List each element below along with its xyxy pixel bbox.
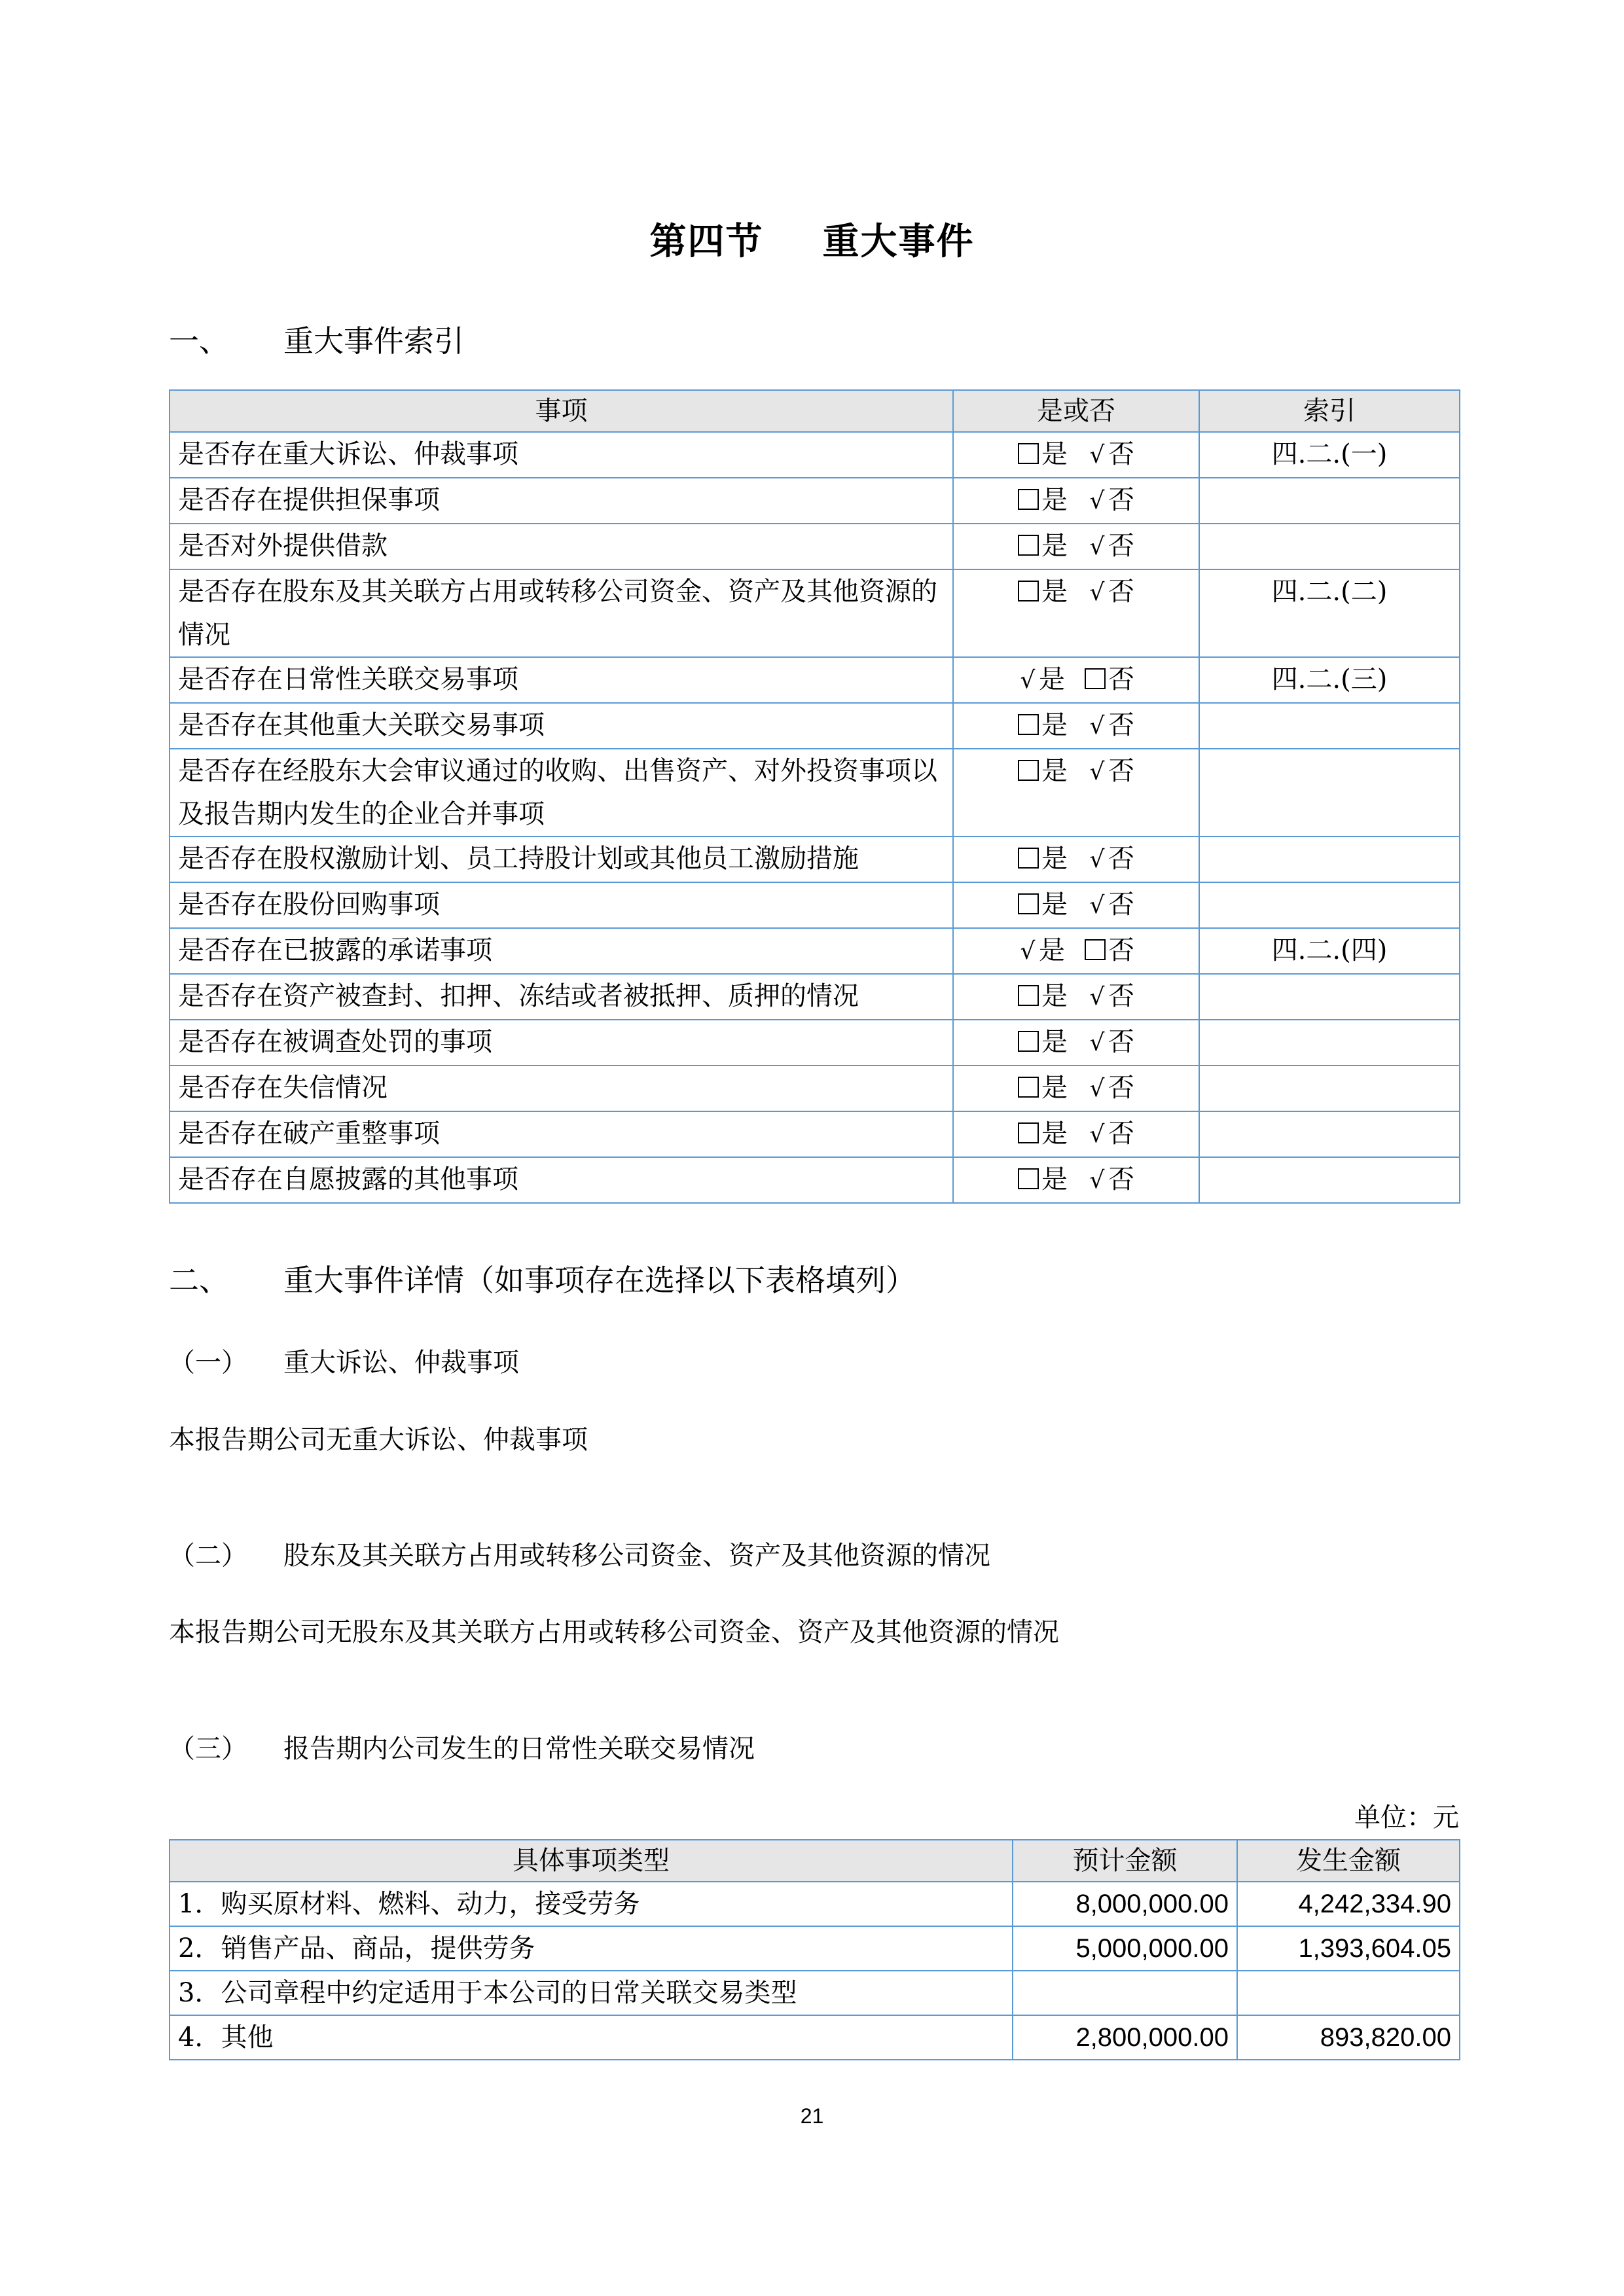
no-option [1087,1164,1134,1194]
answer-cell [953,1066,1199,1111]
answer-cell [953,524,1199,569]
type-cell: 4．其他 [170,2015,1013,2060]
sub1-title: 重大诉讼、仲裁事项 [283,1348,519,1378]
table-row [170,974,1460,1020]
no-label: 否 [1108,531,1134,561]
answer-cell [953,882,1199,928]
part2-number: 二、 [169,1263,229,1298]
empty-checkbox-icon [1085,939,1106,960]
no-option [1087,531,1134,561]
actual-cell [1237,1971,1460,2015]
empty-checkbox-icon [1018,1077,1039,1098]
yes-label: 是 [1041,1164,1068,1194]
yes-option [1018,1073,1068,1103]
empty-checkbox-icon [1085,668,1106,689]
table-row [170,2015,1460,2060]
ref-cell [1199,836,1460,882]
table-row [170,657,1460,703]
empty-checkbox-icon [1018,1122,1039,1143]
item-cell: 是否对外提供借款 [170,524,953,569]
yes-option [1018,935,1065,965]
planned-cell: 2,800,000.00 [1013,2015,1237,2060]
answer-cell [953,657,1199,703]
item-cell: 是否存在其他重大关联交易事项 [170,703,953,749]
table-row [170,1971,1460,2015]
type-cell: 2．销售产品、商品，提供劳务 [170,1926,1013,1971]
answer-cell [953,432,1199,478]
empty-checkbox-icon [1018,848,1039,869]
table-row [170,749,1460,836]
answer-cell [953,928,1199,974]
ref-cell [1199,974,1460,1020]
ref-cell [1199,882,1460,928]
no-option [1087,844,1134,874]
planned-cell: 5,000,000.00 [1013,1926,1237,1971]
item-cell: 是否存在破产重整事项 [170,1111,953,1157]
yes-label: 是 [1039,935,1065,965]
yes-option [1018,1164,1068,1194]
ref-cell [1199,1111,1460,1157]
ref-cell [1199,1066,1460,1111]
table-row [170,1926,1460,1971]
no-label: 否 [1108,710,1134,740]
part2-heading [169,1257,916,1300]
planned-cell: 8,000,000.00 [1013,1882,1237,1926]
checkmark-icon: √ [1089,1167,1105,1194]
header-item: 事项 [170,390,953,432]
no-option [1085,664,1134,694]
checkmark-icon: √ [1089,1121,1105,1148]
related-transaction-table [169,1839,1460,2060]
ref-cell: 四.二.(三) [1199,657,1460,703]
yes-option [1018,710,1068,740]
page-number: 21 [800,2104,824,2128]
yes-label: 是 [1041,981,1068,1011]
empty-checkbox-icon [1018,985,1039,1006]
checkmark-icon: √ [1089,892,1105,919]
answer-cell [953,1157,1199,1203]
sub2-number: （二） [169,1541,247,1571]
planned-cell [1013,1971,1237,2015]
part1-title: 重大事件索引 [283,323,464,359]
item-cell: 是否存在自愿披露的其他事项 [170,1157,953,1203]
unit-label: 单位：元 [1354,1803,1459,1833]
ref-cell [1199,1157,1460,1203]
sub2-body: 本报告期公司无股东及其关联方占用或转移公司资金、资产及其他资源的情况 [169,1617,1059,1647]
yes-label: 是 [1041,439,1068,469]
answer-cell [953,749,1199,836]
checkmark-icon: √ [1089,533,1105,560]
checkmark-icon: √ [1089,442,1105,469]
no-option [1087,981,1134,1011]
yes-label: 是 [1041,1073,1068,1103]
event-index-table [169,389,1460,1204]
yes-option [1018,531,1068,561]
sub3-number: （三） [169,1734,247,1764]
item-cell: 是否存在股权激励计划、员工持股计划或其他员工激励措施 [170,836,953,882]
answer-cell [953,569,1199,657]
table-row [170,928,1460,974]
item-cell: 是否存在已披露的承诺事项 [170,928,953,974]
no-option [1087,577,1134,607]
sub2-title: 股东及其关联方占用或转移公司资金、资产及其他资源的情况 [283,1541,990,1571]
sub1-number: （一） [169,1348,247,1378]
part1-number: 一、 [169,323,229,359]
no-label: 否 [1108,485,1134,515]
ref-cell [1199,1020,1460,1066]
item-cell: 是否存在重大诉讼、仲裁事项 [170,432,953,478]
table-header-row [170,390,1460,432]
no-option [1087,1027,1134,1057]
header-actual: 发生金额 [1237,1840,1460,1882]
no-label: 否 [1108,439,1134,469]
checkmark-icon: √ [1089,1075,1105,1102]
checkmark-icon: √ [1089,488,1105,514]
ref-cell [1199,478,1460,524]
no-label: 否 [1108,577,1134,607]
answer-cell [953,703,1199,749]
table-row [170,524,1460,569]
empty-checkbox-icon [1018,714,1039,735]
table-row [170,478,1460,524]
sub1-body: 本报告期公司无重大诉讼、仲裁事项 [169,1425,588,1455]
actual-cell: 4,242,334.90 [1237,1882,1460,1926]
no-label: 否 [1108,1027,1134,1057]
no-label: 否 [1108,935,1134,965]
item-cell: 是否存在提供担保事项 [170,478,953,524]
empty-checkbox-icon [1018,489,1039,510]
checkmark-icon: √ [1089,759,1105,785]
table-row [170,882,1460,928]
item-cell: 是否存在资产被查封、扣押、冻结或者被抵押、质押的情况 [170,974,953,1020]
checkmark-icon: √ [1020,667,1036,694]
answer-cell [953,974,1199,1020]
table-row [170,1111,1460,1157]
item-cell: 是否存在股份回购事项 [170,882,953,928]
yes-label: 是 [1039,664,1065,694]
yes-option [1018,485,1068,515]
type-cell: 1．购买原材料、燃料、动力，接受劳务 [170,1882,1013,1926]
no-label: 否 [1108,1119,1134,1149]
item-cell: 是否存在经股东大会审议通过的收购、出售资产、对外投资事项以及报告期内发生的企业合并事项 [170,749,953,836]
yes-label: 是 [1041,756,1068,786]
section-title [0,213,1624,265]
empty-checkbox-icon [1018,443,1039,464]
empty-checkbox-icon [1018,893,1039,914]
table-row [170,432,1460,478]
empty-checkbox-icon [1018,1031,1039,1052]
no-option [1087,485,1134,515]
checkmark-icon: √ [1089,713,1105,740]
answer-cell [953,836,1199,882]
table-header-row [170,1840,1460,1882]
header-yes-no: 是或否 [953,390,1199,432]
yes-label: 是 [1041,889,1068,920]
yes-option [1018,1027,1068,1057]
table-row [170,1882,1460,1926]
yes-label: 是 [1041,844,1068,874]
no-option [1087,439,1134,469]
no-option [1085,935,1134,965]
header-planned: 预计金额 [1013,1840,1237,1882]
yes-label: 是 [1041,1027,1068,1057]
no-label: 否 [1108,664,1134,694]
checkmark-icon: √ [1020,938,1036,965]
yes-option [1018,577,1068,607]
yes-option [1018,664,1065,694]
no-option [1087,889,1134,920]
no-label: 否 [1108,889,1134,920]
empty-checkbox-icon [1018,535,1039,556]
item-cell: 是否存在失信情况 [170,1066,953,1111]
table-row [170,1020,1460,1066]
checkmark-icon: √ [1089,846,1105,873]
no-label: 否 [1108,1164,1134,1194]
yes-option [1018,981,1068,1011]
section-number: 第四节 [649,221,764,263]
no-option [1087,1119,1134,1149]
empty-checkbox-icon [1018,581,1039,601]
ref-cell [1199,524,1460,569]
checkmark-icon: √ [1089,579,1105,606]
header-index: 索引 [1199,390,1460,432]
no-label: 否 [1108,981,1134,1011]
no-option [1087,756,1134,786]
actual-cell: 893,820.00 [1237,2015,1460,2060]
no-option [1087,1073,1134,1103]
actual-cell: 1,393,604.05 [1237,1926,1460,1971]
sub2-heading [169,1535,990,1572]
sub3-heading [169,1728,755,1765]
ref-cell [1199,749,1460,836]
no-label: 否 [1108,1073,1134,1103]
yes-label: 是 [1041,485,1068,515]
answer-cell [953,1111,1199,1157]
header-type: 具体事项类型 [170,1840,1013,1882]
yes-option [1018,439,1068,469]
table-row [170,569,1460,657]
no-label: 否 [1108,844,1134,874]
type-cell: 3．公司章程中约定适用于本公司的日常关联交易类型 [170,1971,1013,2015]
item-cell: 是否存在被调查处罚的事项 [170,1020,953,1066]
item-cell: 是否存在股东及其关联方占用或转移公司资金、资产及其他资源的情况 [170,569,953,657]
yes-label: 是 [1041,577,1068,607]
table-row [170,703,1460,749]
yes-option [1018,889,1068,920]
yes-option [1018,756,1068,786]
sub3-title: 报告期内公司发生的日常性关联交易情况 [283,1734,755,1764]
checkmark-icon: √ [1089,984,1105,1011]
table-row [170,1066,1460,1111]
empty-checkbox-icon [1018,1168,1039,1189]
table-row [170,1157,1460,1203]
no-label: 否 [1108,756,1134,786]
ref-cell: 四.二.(四) [1199,928,1460,974]
item-cell: 是否存在日常性关联交易事项 [170,657,953,703]
checkmark-icon: √ [1089,1030,1105,1056]
yes-label: 是 [1041,710,1068,740]
answer-cell [953,1020,1199,1066]
part1-heading [169,317,464,361]
part2-title: 重大事件详情（如事项存在选择以下表格填列） [283,1263,916,1298]
empty-checkbox-icon [1018,760,1039,781]
yes-label: 是 [1041,1119,1068,1149]
sub1-heading [169,1342,519,1379]
answer-cell [953,478,1199,524]
yes-option [1018,1119,1068,1149]
ref-cell [1199,703,1460,749]
table-row [170,836,1460,882]
yes-option [1018,844,1068,874]
ref-cell: 四.二.(二) [1199,569,1460,657]
yes-label: 是 [1041,531,1068,561]
no-option [1087,710,1134,740]
ref-cell: 四.二.(一) [1199,432,1460,478]
section-name: 重大事件 [822,221,975,263]
